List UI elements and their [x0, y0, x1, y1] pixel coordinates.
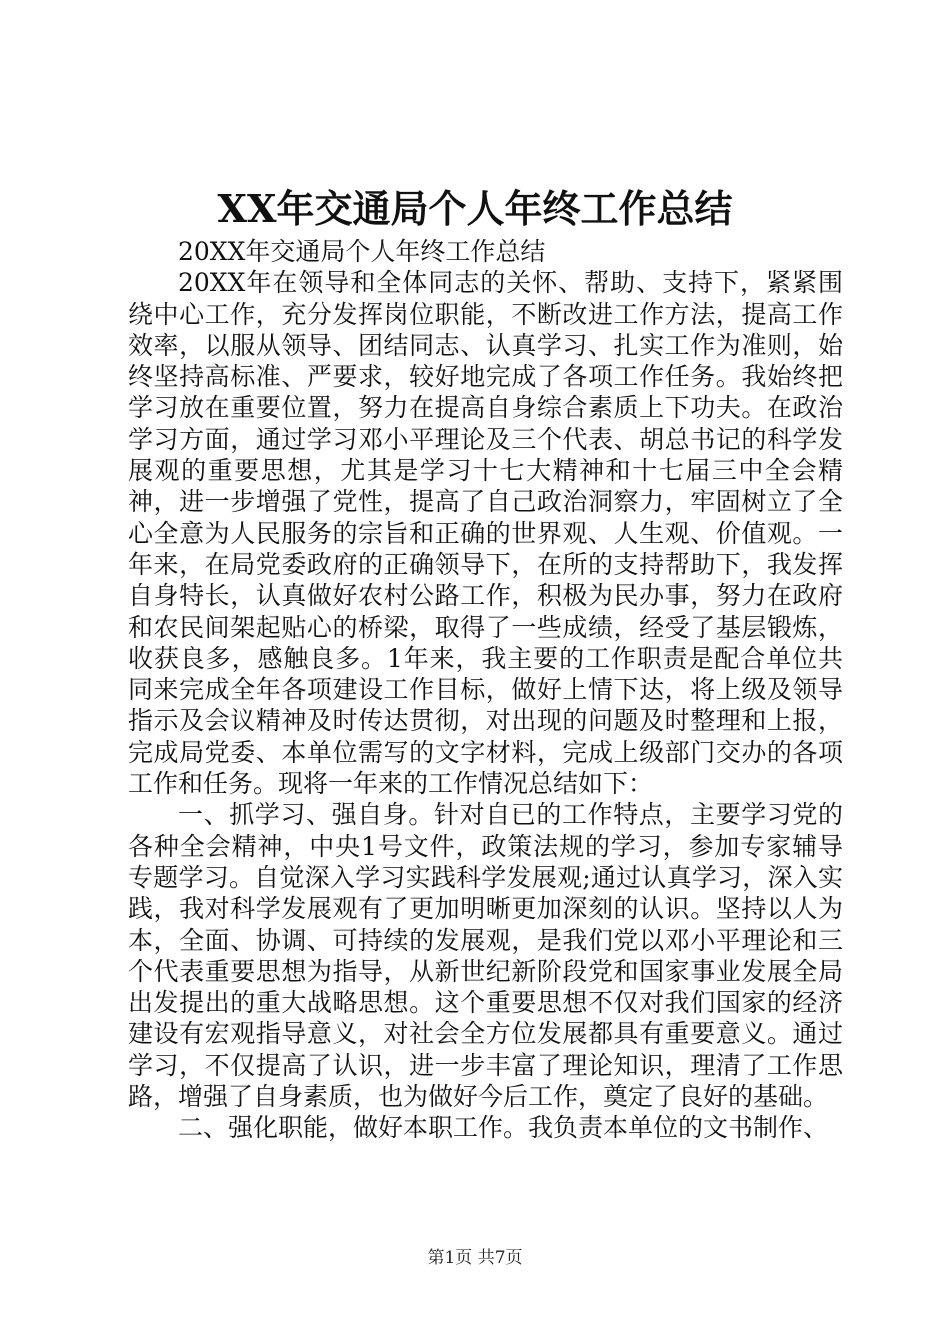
- paragraph-section-one: 一、抓学习、强自身。针对自已的工作特点，主要学习党的各种全会精神，中央1号文件，政策法规的学习，参加专家辅导专题学习。自觉深入学习实践科学发展观;通过认真学习，深入实践，我对科学发展观有了更加明晰更加深刻的认识。坚持以人为本，全面、协调、可持续的发展观，是我们党以邓小平理论和三个代表重要思想为指导，从新世纪新阶段党和国家事业发展全局出发提出的重大战略思想。这个重要思想不仅对我们国家的经济建设有宏观指导意义，对社会全方位发展都具有重要意义。通过学习，不仅提高了认识，进一步丰富了理论知识，理清了工作思路，增强了自身素质，也为做好今后工作，奠定了良好的基础。: [128, 800, 843, 1112]
- paragraph-subtitle: 20XX年交通局个人年终工作总结: [178, 237, 546, 266]
- paragraph-intro: 20XX年在领导和全体同志的关怀、帮助、支持下，紧紧围绕中心工作，充分发挥岗位职能，不断改进工作方法，提高工作效率，以服从领导、团结同志、认真学习、扎实工作为准则，始终坚持高标准、严要求，较好地完成了各项工作任务。我始终把学习放在重要位置，努力在提高自身综合素质上下功夫。在政治学习方面，通过学习邓小平理论及三个代表、胡总书记的科学发展观的重要思想，尤其是学习十七大精神和十七届三中全会精神，进一步增强了党性，提高了自己政治洞察力，牢固树立了全心全意为人民服务的宗旨和正确的世界观、人生观、价值观。一年来，在局党委政府的正确领导下，在所的支持帮助下，我发挥自身特长，认真做好农村公路工作，积极为民办事，努力在政府和农民间架起贴心的桥梁，取得了一些成绩，经受了基层锻炼，收获良多，感触良多。1年来，我主要的工作职责是配合单位共同来完成全年各项建设工作目标，做好上情下达，将上级及领导指示及会议精神及时传达贯彻，对出现的问题及时整理和上报，完成局党委、本单位需写的文字材料，完成上级部门交办的各项工作和任务。现将一年来的工作情况总结如下：: [128, 268, 843, 799]
- document-body: [128, 236, 843, 1144]
- paragraph-section-two: 二、强化职能，做好本职工作。我负责本单位的文书制作、: [178, 1113, 829, 1143]
- page-footer: 第1页 共7页: [427, 1248, 523, 1268]
- document-title: XX年交通局个人年终工作总结: [217, 186, 733, 231]
